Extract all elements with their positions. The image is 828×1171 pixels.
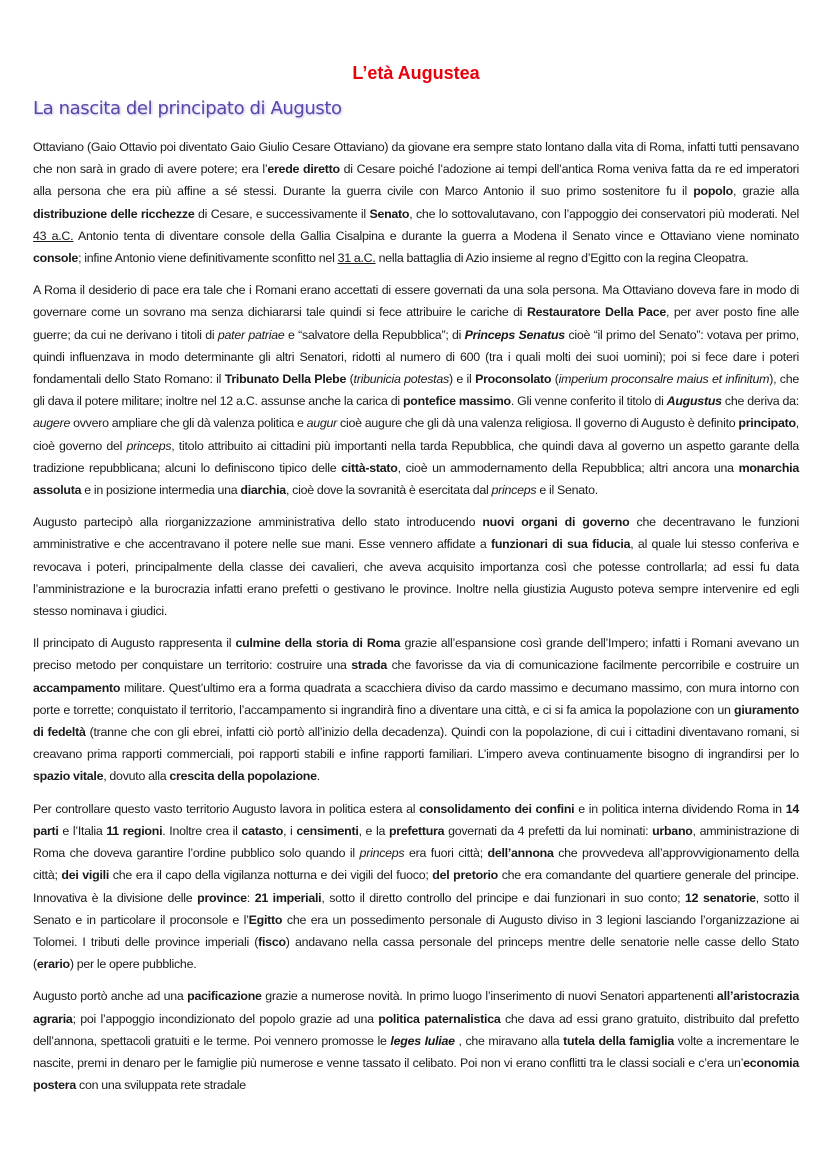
emphasized-text: principato (738, 416, 796, 431)
emphasized-text: consolidamento dei confini (419, 801, 575, 816)
emphasized-text: crescita della popolazione (169, 769, 317, 784)
emphasized-text: Egitto (248, 912, 283, 927)
emphasized-text: diarchia (240, 483, 286, 498)
emphasized-text: città-stato (341, 460, 398, 475)
emphasized-text: tutela della famiglia (563, 1033, 674, 1048)
emphasized-text: 14 parti (33, 801, 799, 838)
section-heading: La nascita del principato di Augusto (33, 98, 342, 119)
emphasized-text: urbano (652, 823, 693, 838)
document-page (33, 60, 799, 1106)
emphasized-text: funzionari di sua fiducia (490, 537, 631, 552)
document-body (33, 136, 799, 1096)
emphasized-text: Princeps Senatus (464, 327, 565, 342)
document-title: L’età Augustea (352, 63, 480, 83)
emphasized-text: culmine della storia di Roma (235, 636, 401, 651)
paragraph-1: Ottaviano (Gaio Ottavio poi diventato Gaio Giulio Cesare Ottaviano) da giovane era sempre stato lontano dalla vita di Roma, infatti tutti pensavano che non sarà in grado di avere potere; era l’erede diretto di Cesare poiché l’adozione ai tempi dell’antica Roma veniva fatta da re ed imperatori alla persona che era più affine a sé stessi. Durante la guerra civile con Marco Antonio il suo primo sostenitore fu il popolo, grazie alla distribuzione delle ricchezze di Cesare, e successivamente il Senato, che lo sottovalutavano, con l’appoggio dei conservatori più moderati. Nel 43 a.C. Antonio tenta di diventare console della Gallia Cisalpina e durante la guerra a Modena il Senato vince e Ottaviano viene nominato console; infine Antonio viene definitivamente sconfitto nel 31 a.C. nella battaglia di Azio insieme al regno d’Egitto con la regina Cleopatra. (33, 140, 800, 266)
emphasized-text: tribunicia potestas (353, 372, 449, 387)
emphasized-text: Restauratore Della Pace (526, 305, 666, 320)
emphasized-text: distribuzione delle ricchezze (33, 206, 195, 221)
emphasized-text: Augustus (666, 394, 722, 409)
paragraph-5: Per controllare questo vasto territorio Augusto lavora in politica estera al consolidamento dei confini e in politica interna dividendo Roma in 14 parti e l’Italia 11 regioni. Inoltre crea il catasto, i censimenti, e la prefettura governati da 4 prefetti da lui nominati: urbano, amministrazione di Roma che doveva garantire l’ordine pubblico solo quando il princeps era fuori città; dell’annona che provvedeva all’approvvigionamento della città; dei vigili che era il capo della vigilanza notturna e dei vigili del fuoco; del pretorio che era comandante del quartiere generale del principe. Innovativa è la divisione delle province: 21 imperiali, sotto il diretto controllo del principe e dai funzionari in suo conto; 12 senatorie, sotto il Senato e in particolare il proconsole e l’Egitto che era un possedimento personale di Augusto diviso in 3 legioni lasciando l’organizzazione ai Tolomei. I tributi delle province imperiali (fisco) andavano nella cassa personale del princeps mentre delle senatorie nelle casse dello Stato (erario) per le opere pubbliche. (33, 801, 799, 972)
emphasized-text: pontefice massimo (402, 394, 511, 409)
emphasized-text: erede diretto (267, 162, 340, 177)
emphasized-text: fisco (258, 934, 286, 949)
emphasized-text: 43 a.C. (33, 228, 74, 243)
emphasized-text: erario (36, 957, 70, 972)
emphasized-text: 11 regioni (106, 823, 163, 838)
emphasized-text: augur (306, 416, 338, 431)
emphasized-text: princeps (126, 438, 172, 453)
emphasized-text: all’aristocrazia agraria (33, 989, 800, 1026)
emphasized-text: imperium proconsalre maius et infinitum (558, 372, 770, 387)
emphasized-text: strada (351, 658, 387, 673)
emphasized-text: pacificazione (187, 989, 262, 1004)
emphasized-text: 12 senatorie (684, 890, 756, 905)
emphasized-text: nuovi organi di governo (482, 515, 630, 530)
emphasized-text: pater patriae (217, 327, 285, 342)
emphasized-text: catasto (241, 823, 284, 838)
emphasized-text: prefettura (388, 823, 445, 838)
emphasized-text: economia postera (33, 1055, 799, 1093)
emphasized-text: monarchia assoluta (33, 460, 799, 498)
paragraph-4: Il principato di Augusto rappresenta il culmine della storia di Roma grazie all’espansione così grande dell’Impero; infatti i Romani avevano un preciso metodo per conquistare un territorio: costruire una strada che favorisse da via di comunicazione facilmente percorribile e costruire un accampamento militare. Quest’ultimo era a forma quadrata a scacchiera diviso da cardo massimo e decumano massimo, con mura intorno con porte e torrette; conquistato il territorio, l’accampamento si ingrandirà fino a diventare una città, e ci si fa amica la popolazione con un giuramento di fedeltà (tranne che con gli ebrei, infatti ciò portò all’inizio della decadenza). Quindi con la popolazione, di cui i cittadini diventavano romani, si creavano prima rapporti commerciali, poi rapporti stabili e infine rapporti familiari. L’impero aveva continuamente bisogno di ingrandirsi per lo spazio vitale, dovuto alla crescita della popolazione. (33, 636, 799, 784)
emphasized-text: dell’annona (487, 846, 554, 861)
emphasized-text: princeps (491, 483, 537, 498)
emphasized-text: accampamento (33, 680, 121, 695)
emphasized-text: dei vigili (61, 868, 110, 883)
emphasized-text: Proconsolato (475, 372, 552, 387)
paragraph-2: A Roma il desiderio di pace era tale che i Romani erano accettati di essere governati da una sola persona. Ma Ottaviano doveva fare in modo di governare come un sovrano ma senza dichiararsi tale quindi si fece attribuire le cariche di Restauratore Della Pace, per aver posto fine alle guerre; da cui ne derivano i titoli di pater patriae e “salvatore della Repubblica”; di Princeps Senatus cioè “il primo del Senato”: votava per primo, quindi influenzava in modo determinante gli altri Senatori, ridotti al numero di 600 (tra i quali molti dei suoi uomini); poi si fece dare i poteri fondamentali dello Stato Romano: il Tribunato Della Plebe (tribunicia potestas) e il Proconsolato (imperium proconsalre maius et infinitum), che gli dava il potere militare; inoltre nel 12 a.C. assunse anche la carica di pontefice massimo. Gli venne conferito il titolo di Augustus che deriva da: augere ovvero ampliare che gli dà valenza politica e augur cioè augure che gli dà una valenza religiosa. Il governo di Augusto è definito principato, cioè governo del princeps, titolo attribuito ai cittadini più importanti nella tarda Repubblica, che quindi dava al governo un aspetto garante della tradizione repubblicana; alcuni lo definiscono tipico delle città-stato, cioè un ammodernamento della Repubblica; altri ancora una monarchia assoluta e in posizione intermedia una diarchia, cioè dove la sovranità è esercitata dal princeps e il Senato. (33, 283, 800, 498)
emphasized-text: console (33, 251, 79, 266)
emphasized-text: popolo (693, 184, 733, 199)
emphasized-text: leges Iuliae (390, 1033, 455, 1048)
emphasized-text: spazio vitale (33, 769, 104, 784)
emphasized-text: province (197, 890, 247, 905)
emphasized-text: Tribunato Della Plebe (224, 372, 347, 387)
paragraph-3: Augusto partecipò alla riorganizzazione amministrativa dello stato introducendo nuovi organi di governo che decentravano le funzioni amministrative e che accentravano il potere nelle sue mani. Esse vennero affidate a funzionari di sua fiducia, al quale lui stesso conferiva e revocava i poteri, principalmente della classe dei cavalieri, che aveva acquisito importanza così che potesse controllarla; ad essi fu data l’amministrazione e la burocrazia infatti erano prefetti o gestivano le province. Inoltre nella giustizia Augusto poteva sempre intervenire ed egli stesso nominava i giudici. (33, 515, 800, 619)
emphasized-text: 21 imperiali (254, 890, 322, 905)
emphasized-text: augere (33, 416, 71, 431)
emphasized-text: politica paternalistica (378, 1011, 501, 1026)
emphasized-text: censimenti (296, 823, 359, 838)
emphasized-text: Senato (369, 206, 410, 221)
emphasized-text: 31 a.C. (337, 251, 376, 266)
emphasized-text: princeps (359, 846, 405, 861)
emphasized-text: del pretorio (432, 868, 498, 883)
paragraph-6: Augusto portò anche ad una pacificazione grazie a numerose novità. In primo luogo l’inserimento di nuovi Senatori appartenenti all’aristocrazia agraria; poi l’appoggio incondizionato del popolo grazie ad una politica paternalistica che dava ad essi grano gratuito, distribuito dal prefetto dell’annona, spettacoli gratuiti e le terme. Poi vennero promosse le leges Iuliae , che miravano alla tutela della famiglia volte a incrementare le nascite, premi in denaro per le famiglie più numerose e venne tassato il celibato. Poi non vi erano conflitti tra le classi sociali e c’era un’economia postera con una sviluppata rete stradale (33, 989, 800, 1093)
emphasized-text: giuramento di fedeltà (33, 702, 799, 740)
